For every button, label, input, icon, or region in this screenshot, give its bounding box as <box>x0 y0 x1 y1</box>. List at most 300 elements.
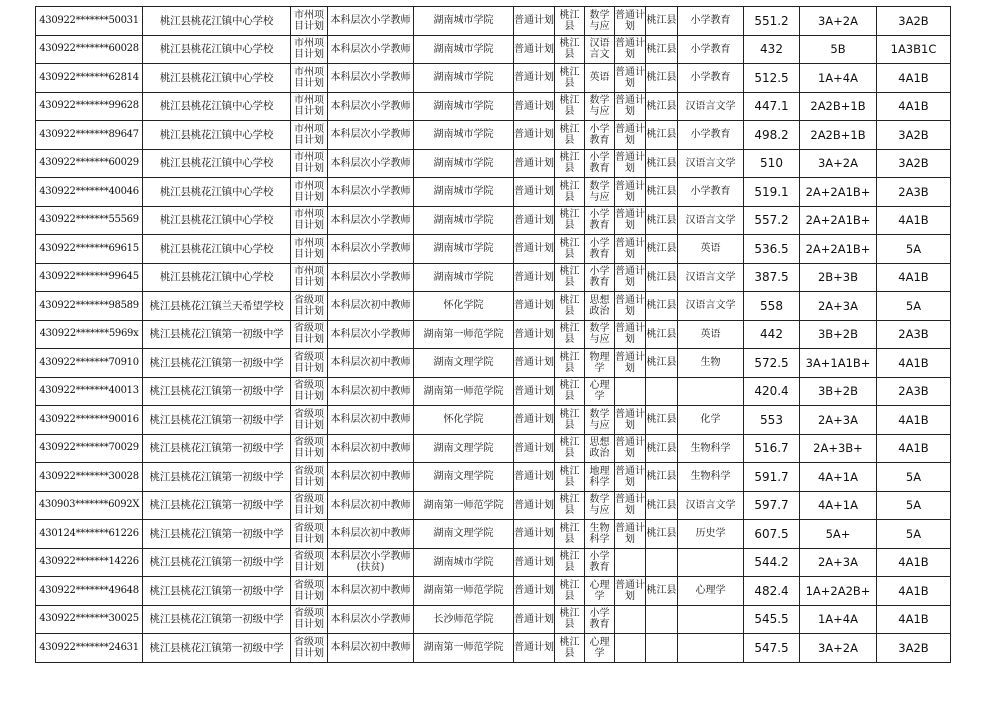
college-cell: 湖南第一师范学院 <box>414 491 514 520</box>
plan-cell: 普通计划 <box>514 577 555 606</box>
plan-cell: 普通计划 <box>514 434 555 463</box>
plan-cell: 普通计划 <box>514 320 555 349</box>
school-cell: 桃江县桃花江镇中心学校 <box>143 178 291 207</box>
id-number-cell: 430922*******69615 <box>36 235 143 264</box>
grade-cell: 5B <box>800 35 877 64</box>
id-number-cell: 430922*******60029 <box>36 149 143 178</box>
school-cell: 桃江县桃花江镇中心学校 <box>143 35 291 64</box>
id-number-cell: 430922*******30028 <box>36 463 143 492</box>
major-cell: 数学与应 <box>585 320 615 349</box>
plan-cell: 普通计划 <box>514 377 555 406</box>
plan-cell: 普通计划 <box>514 491 555 520</box>
table-row <box>36 92 951 121</box>
college-cell: 湖南城市学院 <box>414 64 514 93</box>
college-cell: 怀化学院 <box>414 406 514 435</box>
grade-cell: 2A+3A <box>800 406 877 435</box>
county-cell: 桃江县 <box>555 377 585 406</box>
score-cell: 572.5 <box>744 349 800 378</box>
level-cell: 本科层次初中教师 <box>328 520 414 549</box>
score-cell: 519.1 <box>744 178 800 207</box>
table-row <box>36 7 951 36</box>
college-cell: 湖南城市学院 <box>414 263 514 292</box>
school-cell: 桃江县桃花江镇第一初级中学 <box>143 520 291 549</box>
county-cell: 桃江县 <box>555 434 585 463</box>
level-cell: 本科层次初中教师 <box>328 377 414 406</box>
level-cell: 本科层次小学教师 <box>328 64 414 93</box>
county2-cell <box>646 634 678 663</box>
grade-cell: 1A+4A <box>800 605 877 634</box>
plan2-cell: 普通计划 <box>615 149 646 178</box>
major-cell: 物理学 <box>585 349 615 378</box>
major2-cell: 小学教育 <box>678 121 744 150</box>
score-cell: 597.7 <box>744 491 800 520</box>
grade-cell: 3A+2A <box>800 634 877 663</box>
county2-cell: 桃江县 <box>646 434 678 463</box>
college-cell: 湖南文理学院 <box>414 520 514 549</box>
plan-cell: 普通计划 <box>514 64 555 93</box>
project-cell: 省级项目计划 <box>291 520 328 549</box>
score-cell: 447.1 <box>744 92 800 121</box>
admission-table <box>35 6 951 663</box>
plan2-cell: 普通计划 <box>615 520 646 549</box>
plan-cell: 普通计划 <box>514 292 555 321</box>
plan2-cell <box>615 548 646 577</box>
college-cell: 湖南第一师范学院 <box>414 320 514 349</box>
school-cell: 桃江县桃花江镇第一初级中学 <box>143 548 291 577</box>
grade-cell: 2A2B+1B <box>800 92 877 121</box>
major2-cell: 汉语言文学 <box>678 149 744 178</box>
county-cell: 桃江县 <box>555 121 585 150</box>
id-number-cell: 430922*******99645 <box>36 263 143 292</box>
plan2-cell: 普通计划 <box>615 121 646 150</box>
table-row <box>36 577 951 606</box>
project-cell: 省级项目计划 <box>291 406 328 435</box>
project-cell: 市州项目计划 <box>291 35 328 64</box>
grade-cell: 1A+4A <box>800 64 877 93</box>
plan-cell: 普通计划 <box>514 206 555 235</box>
college-cell: 湖南城市学院 <box>414 35 514 64</box>
grade-cell: 5A+ <box>800 520 877 549</box>
level-cell: 本科层次初中教师 <box>328 634 414 663</box>
county-cell: 桃江县 <box>555 548 585 577</box>
school-cell: 桃江县桃花江镇第一初级中学 <box>143 406 291 435</box>
plan2-cell: 普通计划 <box>615 292 646 321</box>
score-cell: 557.2 <box>744 206 800 235</box>
id-number-cell: 430922*******40013 <box>36 377 143 406</box>
school-cell: 桃江县桃花江镇第一初级中学 <box>143 377 291 406</box>
plan2-cell: 普通计划 <box>615 7 646 36</box>
plan2-cell: 普通计划 <box>615 434 646 463</box>
plan2-cell <box>615 634 646 663</box>
major-cell: 小学教育 <box>585 548 615 577</box>
major2-cell: 心理学 <box>678 577 744 606</box>
grade-cell: 4A+1A <box>800 491 877 520</box>
county-cell: 桃江县 <box>555 92 585 121</box>
table-row <box>36 292 951 321</box>
college-cell: 湖南文理学院 <box>414 463 514 492</box>
county-cell: 桃江县 <box>555 605 585 634</box>
score-cell: 387.5 <box>744 263 800 292</box>
county-cell: 桃江县 <box>555 320 585 349</box>
school-cell: 桃江县桃花江镇第一初级中学 <box>143 349 291 378</box>
level-cell: 本科层次小学教师 <box>328 235 414 264</box>
grade-cell: 2A+3B+ <box>800 434 877 463</box>
score-cell: 482.4 <box>744 577 800 606</box>
grade-cell: 3A+1A1B+ <box>800 349 877 378</box>
school-cell: 桃江县桃花江镇第一初级中学 <box>143 634 291 663</box>
college-cell: 湖南城市学院 <box>414 235 514 264</box>
result-cell: 4A1B <box>877 548 951 577</box>
school-cell: 桃江县桃花江镇中心学校 <box>143 92 291 121</box>
county2-cell: 桃江县 <box>646 349 678 378</box>
plan-cell: 普通计划 <box>514 149 555 178</box>
major2-cell <box>678 548 744 577</box>
plan-cell: 普通计划 <box>514 263 555 292</box>
score-cell: 420.4 <box>744 377 800 406</box>
result-cell: 3A2B <box>877 121 951 150</box>
id-number-cell: 430922*******55569 <box>36 206 143 235</box>
id-number-cell: 430903*******6092X <box>36 491 143 520</box>
college-cell: 湖南第一师范学院 <box>414 577 514 606</box>
county-cell: 桃江县 <box>555 235 585 264</box>
level-cell: 本科层次初中教师 <box>328 292 414 321</box>
table-row <box>36 406 951 435</box>
level-cell: 本科层次初中教师 <box>328 406 414 435</box>
county2-cell: 桃江县 <box>646 520 678 549</box>
plan-cell: 普通计划 <box>514 605 555 634</box>
county2-cell: 桃江县 <box>646 92 678 121</box>
plan2-cell: 普通计划 <box>615 178 646 207</box>
county2-cell: 桃江县 <box>646 121 678 150</box>
school-cell: 桃江县桃花江镇第一初级中学 <box>143 320 291 349</box>
major2-cell: 英语 <box>678 320 744 349</box>
project-cell: 省级项目计划 <box>291 548 328 577</box>
result-cell: 4A1B <box>877 349 951 378</box>
id-number-cell: 430922*******60028 <box>36 35 143 64</box>
table-row <box>36 634 951 663</box>
level-cell: 本科层次小学教师 <box>328 7 414 36</box>
plan2-cell: 普通计划 <box>615 263 646 292</box>
level-cell: 本科层次小学教师 <box>328 263 414 292</box>
table-row <box>36 548 951 577</box>
id-number-cell: 430922*******50031 <box>36 7 143 36</box>
table-row <box>36 605 951 634</box>
college-cell: 长沙师范学院 <box>414 605 514 634</box>
grade-cell: 2A2B+1B <box>800 121 877 150</box>
major-cell: 小学教育 <box>585 605 615 634</box>
major-cell: 思想政治 <box>585 434 615 463</box>
plan2-cell: 普通计划 <box>615 406 646 435</box>
id-number-cell: 430922*******62814 <box>36 64 143 93</box>
major2-cell: 汉语言文学 <box>678 263 744 292</box>
major2-cell: 汉语言文学 <box>678 491 744 520</box>
grade-cell: 2A+2A1B+ <box>800 206 877 235</box>
county-cell: 桃江县 <box>555 178 585 207</box>
county-cell: 桃江县 <box>555 35 585 64</box>
result-cell: 5A <box>877 235 951 264</box>
project-cell: 省级项目计划 <box>291 292 328 321</box>
plan-cell: 普通计划 <box>514 178 555 207</box>
level-cell: 本科层次初中教师 <box>328 463 414 492</box>
county2-cell: 桃江县 <box>646 35 678 64</box>
project-cell: 省级项目计划 <box>291 377 328 406</box>
county-cell: 桃江县 <box>555 406 585 435</box>
county-cell: 桃江县 <box>555 520 585 549</box>
score-cell: 544.2 <box>744 548 800 577</box>
score-cell: 591.7 <box>744 463 800 492</box>
level-cell: 本科层次小学教师 <box>328 178 414 207</box>
plan-cell: 普通计划 <box>514 235 555 264</box>
college-cell: 湖南城市学院 <box>414 548 514 577</box>
project-cell: 市州项目计划 <box>291 92 328 121</box>
college-cell: 湖南城市学院 <box>414 206 514 235</box>
major-cell: 思想政治 <box>585 292 615 321</box>
school-cell: 桃江县桃花江镇中心学校 <box>143 64 291 93</box>
project-cell: 市州项目计划 <box>291 235 328 264</box>
level-cell: 本科层次初中教师 <box>328 349 414 378</box>
plan2-cell: 普通计划 <box>615 320 646 349</box>
major2-cell: 化学 <box>678 406 744 435</box>
project-cell: 省级项目计划 <box>291 434 328 463</box>
score-cell: 551.2 <box>744 7 800 36</box>
county-cell: 桃江县 <box>555 7 585 36</box>
level-cell: 本科层次小学教师(扶贫) <box>328 548 414 577</box>
college-cell: 湖南城市学院 <box>414 7 514 36</box>
plan2-cell: 普通计划 <box>615 92 646 121</box>
county2-cell: 桃江县 <box>646 491 678 520</box>
school-cell: 桃江县桃花江镇中心学校 <box>143 121 291 150</box>
project-cell: 市州项目计划 <box>291 263 328 292</box>
major2-cell <box>678 605 744 634</box>
major-cell: 数学与应 <box>585 406 615 435</box>
id-number-cell: 430124*******61226 <box>36 520 143 549</box>
score-cell: 607.5 <box>744 520 800 549</box>
result-cell: 4A1B <box>877 434 951 463</box>
plan-cell: 普通计划 <box>514 35 555 64</box>
level-cell: 本科层次小学教师 <box>328 605 414 634</box>
plan2-cell <box>615 377 646 406</box>
school-cell: 桃江县桃花江镇第一初级中学 <box>143 434 291 463</box>
major-cell: 小学教育 <box>585 206 615 235</box>
county2-cell: 桃江县 <box>646 206 678 235</box>
county2-cell: 桃江县 <box>646 149 678 178</box>
table-row <box>36 520 951 549</box>
college-cell: 湖南第一师范学院 <box>414 377 514 406</box>
id-number-cell: 430922*******5969x <box>36 320 143 349</box>
project-cell: 省级项目计划 <box>291 491 328 520</box>
plan-cell: 普通计划 <box>514 92 555 121</box>
major2-cell: 汉语言文学 <box>678 292 744 321</box>
project-cell: 省级项目计划 <box>291 320 328 349</box>
table-row <box>36 121 951 150</box>
result-cell: 4A1B <box>877 92 951 121</box>
result-cell: 1A3B1C <box>877 35 951 64</box>
plan2-cell: 普通计划 <box>615 463 646 492</box>
school-cell: 桃江县桃花江镇第一初级中学 <box>143 491 291 520</box>
county2-cell: 桃江县 <box>646 292 678 321</box>
grade-cell: 2A+3A <box>800 548 877 577</box>
major-cell: 小学教育 <box>585 263 615 292</box>
county-cell: 桃江县 <box>555 64 585 93</box>
major-cell: 小学教育 <box>585 149 615 178</box>
county-cell: 桃江县 <box>555 263 585 292</box>
county-cell: 桃江县 <box>555 149 585 178</box>
major2-cell: 生物科学 <box>678 434 744 463</box>
major2-cell: 英语 <box>678 235 744 264</box>
grade-cell: 2B+3B <box>800 263 877 292</box>
score-cell: 547.5 <box>744 634 800 663</box>
county-cell: 桃江县 <box>555 349 585 378</box>
table-row <box>36 178 951 207</box>
table-row <box>36 35 951 64</box>
college-cell: 怀化学院 <box>414 292 514 321</box>
county2-cell <box>646 605 678 634</box>
project-cell: 市州项目计划 <box>291 206 328 235</box>
plan-cell: 普通计划 <box>514 406 555 435</box>
score-cell: 558 <box>744 292 800 321</box>
plan2-cell: 普通计划 <box>615 35 646 64</box>
level-cell: 本科层次小学教师 <box>328 206 414 235</box>
plan-cell: 普通计划 <box>514 7 555 36</box>
major2-cell: 历史学 <box>678 520 744 549</box>
level-cell: 本科层次小学教师 <box>328 320 414 349</box>
college-cell: 湖南文理学院 <box>414 349 514 378</box>
county2-cell: 桃江县 <box>646 7 678 36</box>
plan2-cell: 普通计划 <box>615 491 646 520</box>
county2-cell: 桃江县 <box>646 178 678 207</box>
plan2-cell: 普通计划 <box>615 577 646 606</box>
project-cell: 省级项目计划 <box>291 349 328 378</box>
table-row <box>36 463 951 492</box>
project-cell: 市州项目计划 <box>291 149 328 178</box>
id-number-cell: 430922*******70910 <box>36 349 143 378</box>
level-cell: 本科层次初中教师 <box>328 577 414 606</box>
project-cell: 市州项目计划 <box>291 64 328 93</box>
result-cell: 5A <box>877 463 951 492</box>
plan-cell: 普通计划 <box>514 548 555 577</box>
score-cell: 432 <box>744 35 800 64</box>
level-cell: 本科层次小学教师 <box>328 92 414 121</box>
level-cell: 本科层次小学教师 <box>328 149 414 178</box>
school-cell: 桃江县桃花江镇第一初级中学 <box>143 605 291 634</box>
plan-cell: 普通计划 <box>514 349 555 378</box>
county-cell: 桃江县 <box>555 206 585 235</box>
project-cell: 市州项目计划 <box>291 121 328 150</box>
college-cell: 湖南城市学院 <box>414 121 514 150</box>
score-cell: 442 <box>744 320 800 349</box>
result-cell: 2A3B <box>877 178 951 207</box>
result-cell: 4A1B <box>877 406 951 435</box>
table-body <box>36 7 951 663</box>
result-cell: 2A3B <box>877 377 951 406</box>
plan-cell: 普通计划 <box>514 520 555 549</box>
grade-cell: 2A+3A <box>800 292 877 321</box>
major-cell: 心理学 <box>585 577 615 606</box>
county-cell: 桃江县 <box>555 463 585 492</box>
project-cell: 市州项目计划 <box>291 178 328 207</box>
score-cell: 536.5 <box>744 235 800 264</box>
school-cell: 桃江县桃花江镇中心学校 <box>143 235 291 264</box>
major2-cell: 小学教育 <box>678 7 744 36</box>
county-cell: 桃江县 <box>555 491 585 520</box>
grade-cell: 2A+2A1B+ <box>800 235 877 264</box>
table-row <box>36 206 951 235</box>
major2-cell: 汉语言文学 <box>678 206 744 235</box>
school-cell: 桃江县桃花江镇中心学校 <box>143 149 291 178</box>
county2-cell: 桃江县 <box>646 406 678 435</box>
plan2-cell: 普通计划 <box>615 206 646 235</box>
county-cell: 桃江县 <box>555 292 585 321</box>
id-number-cell: 430922*******98589 <box>36 292 143 321</box>
school-cell: 桃江县桃花江镇中心学校 <box>143 263 291 292</box>
grade-cell: 1A+2A2B+ <box>800 577 877 606</box>
result-cell: 5A <box>877 520 951 549</box>
level-cell: 本科层次小学教师 <box>328 121 414 150</box>
score-cell: 498.2 <box>744 121 800 150</box>
score-cell: 512.5 <box>744 64 800 93</box>
major-cell: 心理学 <box>585 634 615 663</box>
county2-cell: 桃江县 <box>646 463 678 492</box>
table-row <box>36 149 951 178</box>
grade-cell: 2A+2A1B+ <box>800 178 877 207</box>
result-cell: 4A1B <box>877 206 951 235</box>
major2-cell: 小学教育 <box>678 178 744 207</box>
college-cell: 湖南城市学院 <box>414 178 514 207</box>
id-number-cell: 430922*******99628 <box>36 92 143 121</box>
school-cell: 桃江县桃花江镇兰天希望学校 <box>143 292 291 321</box>
major2-cell: 小学教育 <box>678 35 744 64</box>
table-row <box>36 235 951 264</box>
major2-cell: 汉语言文学 <box>678 92 744 121</box>
result-cell: 4A1B <box>877 577 951 606</box>
score-cell: 510 <box>744 149 800 178</box>
school-cell: 桃江县桃花江镇中心学校 <box>143 206 291 235</box>
major-cell: 数学与应 <box>585 491 615 520</box>
table-row <box>36 377 951 406</box>
level-cell: 本科层次小学教师 <box>328 35 414 64</box>
plan-cell: 普通计划 <box>514 634 555 663</box>
score-cell: 553 <box>744 406 800 435</box>
college-cell: 湖南文理学院 <box>414 434 514 463</box>
id-number-cell: 430922*******40046 <box>36 178 143 207</box>
result-cell: 4A1B <box>877 263 951 292</box>
id-number-cell: 430922*******24631 <box>36 634 143 663</box>
table-row <box>36 64 951 93</box>
county2-cell: 桃江县 <box>646 263 678 292</box>
major-cell: 生物科学 <box>585 520 615 549</box>
plan2-cell: 普通计划 <box>615 349 646 378</box>
major2-cell: 小学教育 <box>678 64 744 93</box>
project-cell: 省级项目计划 <box>291 577 328 606</box>
table-row <box>36 434 951 463</box>
college-cell: 湖南第一师范学院 <box>414 634 514 663</box>
score-cell: 545.5 <box>744 605 800 634</box>
major-cell: 地理科学 <box>585 463 615 492</box>
project-cell: 省级项目计划 <box>291 605 328 634</box>
result-cell: 2A3B <box>877 320 951 349</box>
grade-cell: 3A+2A <box>800 149 877 178</box>
county2-cell <box>646 548 678 577</box>
level-cell: 本科层次初中教师 <box>328 434 414 463</box>
school-cell: 桃江县桃花江镇第一初级中学 <box>143 463 291 492</box>
id-number-cell: 430922*******89647 <box>36 121 143 150</box>
county2-cell <box>646 377 678 406</box>
level-cell: 本科层次初中教师 <box>328 491 414 520</box>
college-cell: 湖南城市学院 <box>414 92 514 121</box>
score-cell: 516.7 <box>744 434 800 463</box>
table-row <box>36 349 951 378</box>
result-cell: 4A1B <box>877 64 951 93</box>
